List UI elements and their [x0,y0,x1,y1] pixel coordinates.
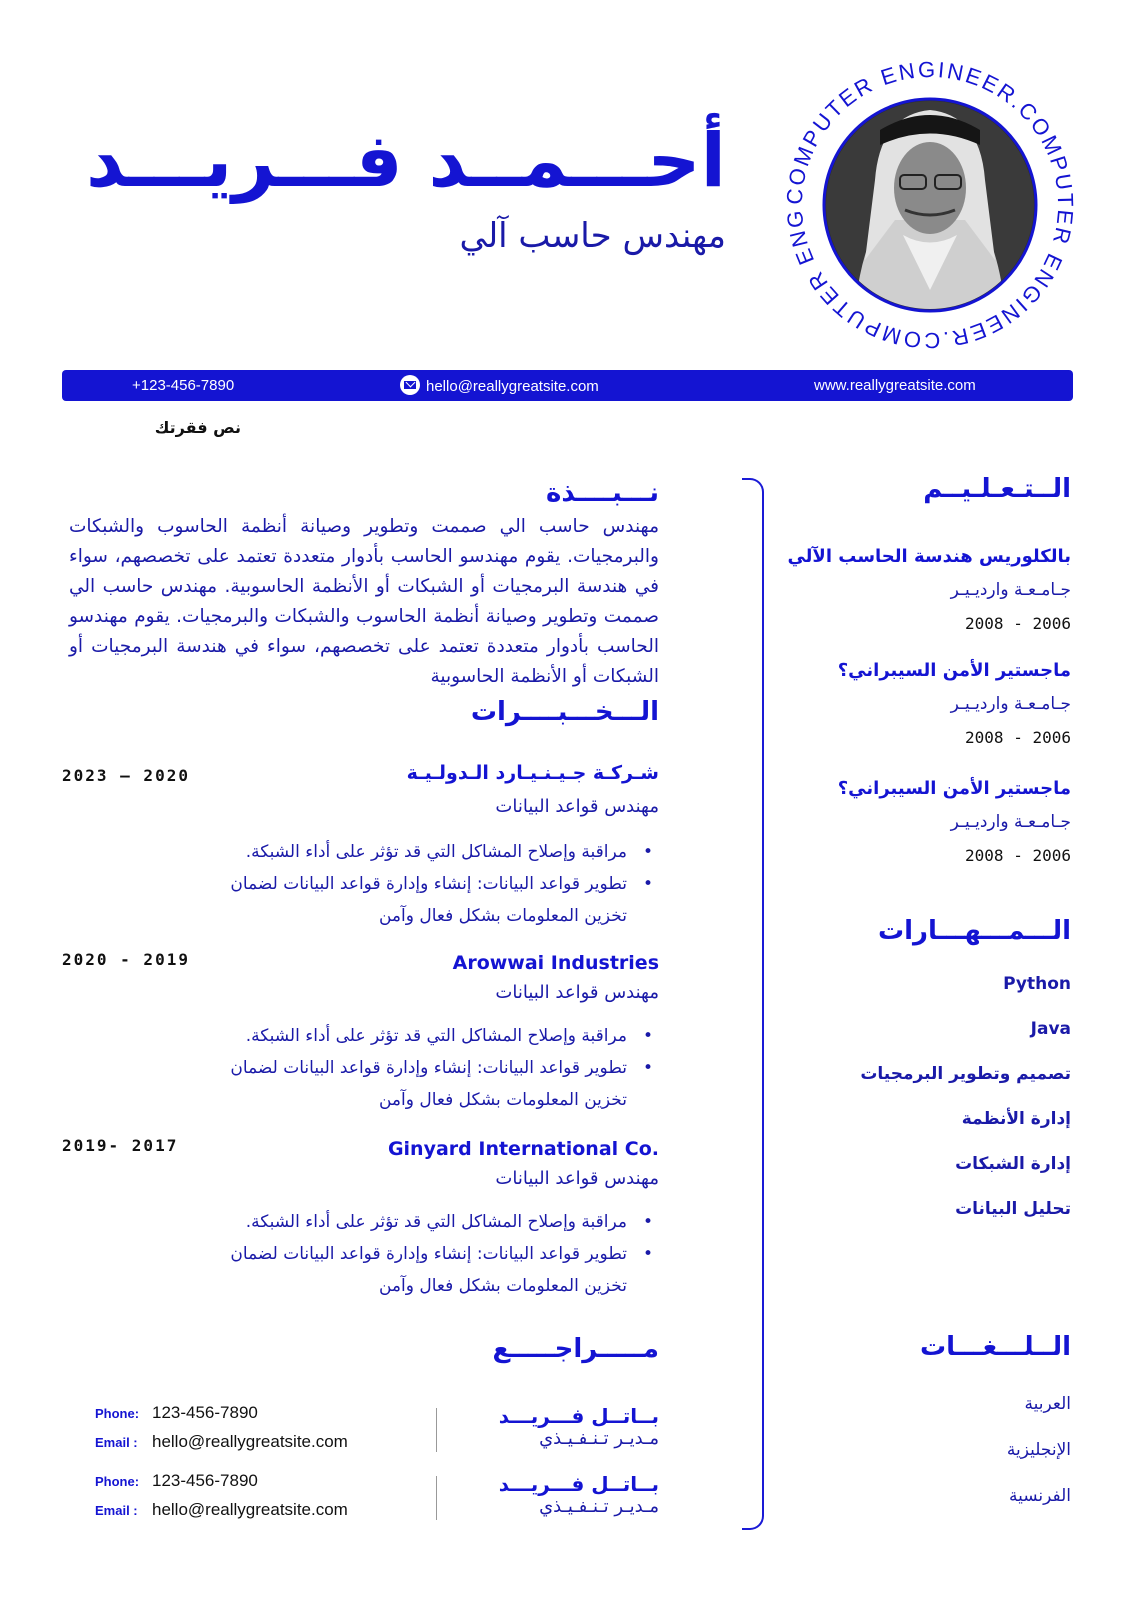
skill-item: تصميم وتطوير البرمجيات [860,1064,1071,1084]
job-role: مهندس قواعد البيانات [495,1168,659,1189]
list-item: • مراقبة وإصلاح المشاكل التي قد تؤثر على أداء الشبكة. [245,1212,653,1232]
job-role: مهندس قواعد البيانات [495,796,659,817]
language-item: الفرنسية [1008,1486,1071,1506]
skill-item: إدارة الأنظمة [961,1109,1071,1129]
contact-phone[interactable]: +123-456-7890 [132,377,235,394]
reference-phone[interactable]: 123-456-7890 [152,1471,258,1490]
education-degree: ماجستير الأمن السيبراني؟ [837,778,1071,799]
languages-heading: الــلـــغـــات [920,1332,1071,1362]
reference-phone-label: Phone: [95,1406,140,1421]
about-text: مهندس حاسب الي صممت وتطوير وصيانة أنظمة الحاسوب والشبكات والبرمجيات. يقوم مهندسو الحاسب بأدوار متعددة تعتمد على تخصصهم، سواء في هندسة البرمجيات أو الشبكات أو الأنظمة الحاسوبية. مهندس حاسب الي صممت وتطوير وصيانة أنظمة الحاسوب والشبكات والبرمجيات. يقوم مهندسو الحاسب بأدوار متعددة تعتمد على تخصصهم، سواء في هندسة البرمجيات أو الشبكات أو الأنظمة الحاسوبية [69,516,659,687]
job-company: Arowwai Industries [452,952,659,974]
reference-divider [436,1476,437,1520]
job-company: Ginyard International Co. [387,1138,659,1160]
reference-position: مـديـر تـنـفـيـذي [539,1428,659,1449]
contact-email-text: hello@reallygreatsite.com [426,377,599,395]
job-years: 2019- 2017 [62,1136,179,1155]
list-item: • تطوير قواعد البيانات: إنشاء وإدارة قواعد البيانات لضمان [230,1058,653,1078]
education-heading: الــتـعـلـيــم [923,474,1071,504]
reference-name: بــاتــل فـــريـــد [498,1404,659,1428]
job-years: 2023 – 2020 [62,766,190,785]
photo-ring-text: OMPUTER ENGINEER.COMPU R ENGINEER.COMPUTER EN [785,60,1075,350]
profile-photo [785,60,1075,350]
experience-heading: الـــخـــبــــرات [470,697,659,727]
reference-email[interactable]: hello@reallygreatsite.com [152,1432,348,1451]
list-item: • تطوير قواعد البيانات: إنشاء وإدارة قواعد البيانات لضمان [230,1244,653,1264]
column-divider [742,478,764,1530]
skill-item: Python [1003,974,1071,994]
reference-email[interactable]: hello@reallygreatsite.com [152,1500,348,1519]
mail-icon [400,375,420,395]
language-item: العربية [1024,1394,1071,1414]
skill-item: إدارة الشبكات [955,1154,1071,1174]
list-item: تخزين المعلومات بشكل فعال وآمن [378,1090,627,1110]
contact-bar [62,370,1073,401]
job-duties [151,836,653,932]
references-heading: مـــــراجـــــع [492,1334,659,1364]
reference-email-label: Email : [95,1435,138,1450]
list-item: • مراقبة وإصلاح المشاكل التي قد تؤثر على أداء الشبكة. [245,842,653,862]
education-university: جـامـعـة وارديـيـر [950,580,1071,600]
about-heading: نـــبــــذة [546,478,659,508]
education-university: جـامـعـة وارديـيـر [950,694,1071,714]
reference-phone[interactable]: 123-456-7890 [152,1403,258,1422]
job-duties [151,1206,653,1302]
contact-email[interactable] [400,377,599,397]
paragraph-note: نص فقرتك [154,418,241,437]
skill-item: تحليل البيانات [955,1199,1071,1219]
job-duties [151,1020,653,1116]
reference-name: بــاتــل فـــريـــد [498,1472,659,1496]
reference-email-label: Email : [95,1503,138,1518]
education-degree: ماجستير الأمن السيبراني؟ [837,660,1071,681]
language-item: الإنجليزية [1006,1440,1071,1460]
candidate-name: أحـــمــد فـــريـــد [85,118,726,204]
job-role: مهندس قواعد البيانات [495,982,659,1003]
list-item: • تطوير قواعد البيانات: إنشاء وإدارة قواعد البيانات لضمان [230,874,653,894]
candidate-title: مهندس حاسب آلي [459,216,726,256]
contact-website[interactable]: www.reallygreatsite.com [814,377,976,394]
education-years: 2008 - 2006 [965,728,1071,747]
list-item: تخزين المعلومات بشكل فعال وآمن [378,1276,627,1296]
reference-phone-label: Phone: [95,1474,140,1489]
list-item: • مراقبة وإصلاح المشاكل التي قد تؤثر على أداء الشبكة. [245,1026,653,1046]
reference-divider [436,1408,437,1452]
reference-position: مـديـر تـنـفـيـذي [539,1496,659,1517]
job-company: شـركـة جـيـنـيـارد الـدولـيـة [406,762,659,784]
job-years: 2020 - 2019 [62,950,190,969]
skill-item: Java [1030,1019,1071,1039]
education-university: جـامـعـة وارديـيـر [950,812,1071,832]
profile-photo-graphic [785,60,1075,350]
education-years: 2008 - 2006 [965,846,1071,865]
skills-heading: الـــمـــهـــارات [877,916,1071,946]
education-degree: بالكلوريس هندسة الحاسب الآلي [787,546,1071,567]
education-years: 2008 - 2006 [965,614,1071,633]
list-item: تخزين المعلومات بشكل فعال وآمن [378,906,627,926]
